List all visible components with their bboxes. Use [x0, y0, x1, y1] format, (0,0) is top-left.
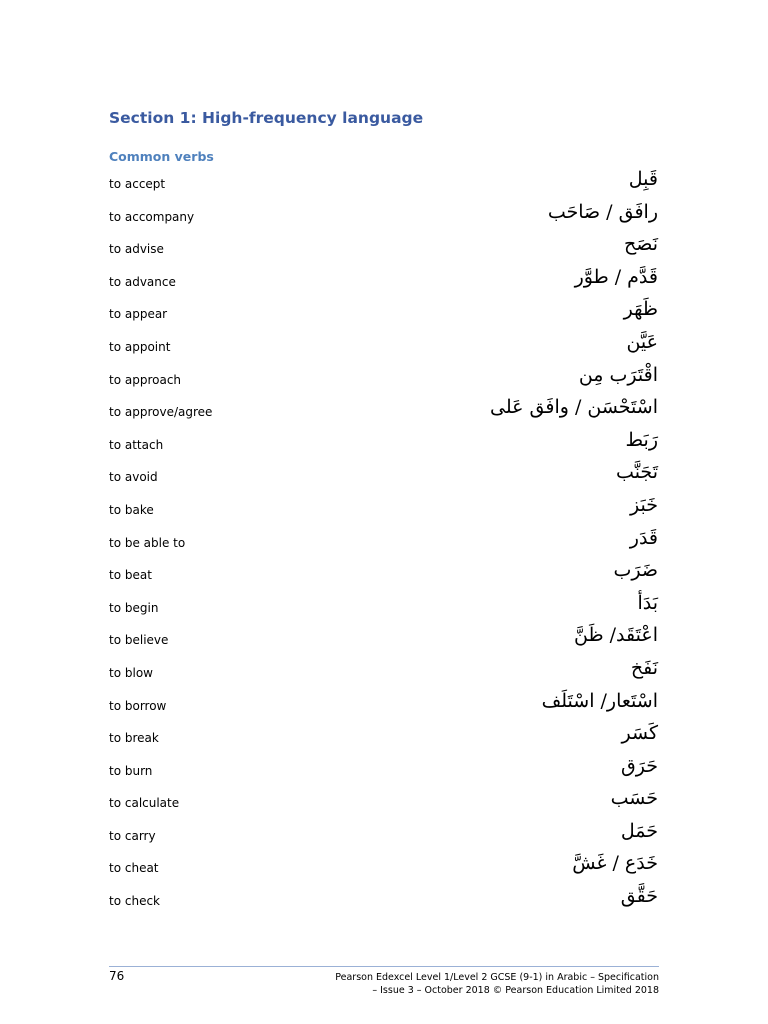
arabic-term: اسْتَحْسَن / وافَق عَلى [490, 396, 658, 419]
page-number: 76 [109, 969, 125, 983]
arabic-term: حَسَب [610, 787, 658, 810]
vocab-row [0, 460, 768, 493]
vocab-row [0, 330, 768, 363]
vocab-row [0, 786, 768, 819]
arabic-term: خَدَع / غَشَّ [572, 852, 658, 875]
vocab-row [0, 232, 768, 265]
english-term: to borrow [109, 698, 167, 713]
vocab-row [0, 623, 768, 656]
english-term: to calculate [109, 796, 180, 811]
arabic-term: حَقَّق [620, 885, 658, 908]
vocab-row [0, 819, 768, 852]
vocab-list [0, 167, 768, 917]
section-subtitle: Common verbs [109, 149, 214, 164]
arabic-term: قَدَّم / طوَّر [574, 265, 658, 288]
vocab-row [0, 851, 768, 884]
english-term: to approve/agree [109, 405, 213, 420]
english-term: to cheat [109, 861, 159, 876]
vocab-row [0, 395, 768, 428]
vocab-row [0, 689, 768, 722]
arabic-term: نَفَخ [630, 656, 658, 679]
vocab-row [0, 167, 768, 200]
arabic-term: عَيَّن [626, 330, 658, 353]
english-term: to blow [109, 665, 153, 680]
english-term: to be able to [109, 535, 186, 550]
english-term: to avoid [109, 470, 158, 485]
english-term: to advise [109, 242, 164, 257]
vocab-row [0, 493, 768, 526]
english-term: to accompany [109, 209, 195, 224]
english-term: to approach [109, 372, 182, 387]
english-term: to carry [109, 828, 156, 843]
english-term: to bake [109, 502, 154, 517]
vocab-row [0, 656, 768, 689]
english-term: to accept [109, 177, 166, 191]
vocab-row [0, 200, 768, 233]
footer-divider [109, 966, 659, 967]
english-term: to appoint [109, 339, 171, 354]
arabic-term: كَسَر [621, 722, 658, 745]
vocab-row [0, 558, 768, 591]
vocab-row [0, 428, 768, 461]
arabic-term: رَبَط [625, 428, 658, 451]
english-term: to advance [109, 274, 176, 289]
arabic-term: تَجَنَّب [616, 461, 658, 484]
english-term: to attach [109, 437, 164, 452]
arabic-term: حَمَل [620, 819, 658, 842]
footer-line-2: – Issue 3 – October 2018 © Pearson Education Limited 2018 [372, 985, 659, 996]
english-term: to appear [109, 307, 168, 322]
vocab-row [0, 526, 768, 559]
vocab-row [0, 884, 768, 917]
footer-citation [335, 971, 659, 997]
vocab-row [0, 754, 768, 787]
english-term: to burn [109, 763, 153, 778]
arabic-term: ظَهَر [623, 298, 658, 321]
arabic-term: قَدَر [629, 526, 658, 549]
arabic-term: اسْتَعار/ اسْتَلَف [541, 689, 658, 712]
arabic-term: رافَق / صَاحَب [547, 200, 658, 223]
arabic-term: حَرَق [621, 754, 658, 777]
vocab-row [0, 363, 768, 396]
vocab-row [0, 297, 768, 330]
page-title: Section 1: High-frequency language [109, 109, 424, 127]
english-term: to check [109, 894, 160, 909]
vocab-row [0, 591, 768, 624]
english-term: to believe [109, 633, 169, 648]
english-term: to begin [109, 600, 159, 615]
arabic-term: قَبِل [628, 168, 658, 190]
arabic-term: خَبَز [630, 493, 658, 516]
english-term: to beat [109, 568, 152, 583]
arabic-term: اقْتَرَب مِن [578, 363, 658, 386]
arabic-term: بَدَأ [637, 591, 658, 614]
english-term: to break [109, 731, 159, 746]
arabic-term: نَصَح [623, 233, 658, 256]
arabic-term: اعْتَقَد/ ظَنَّ [574, 624, 658, 647]
arabic-term: ضَرَب [613, 559, 658, 582]
vocab-row [0, 721, 768, 754]
vocab-row [0, 265, 768, 298]
footer-line-1: Pearson Edexcel Level 1/Level 2 GCSE (9-1) in Arabic – Specification [335, 972, 659, 983]
